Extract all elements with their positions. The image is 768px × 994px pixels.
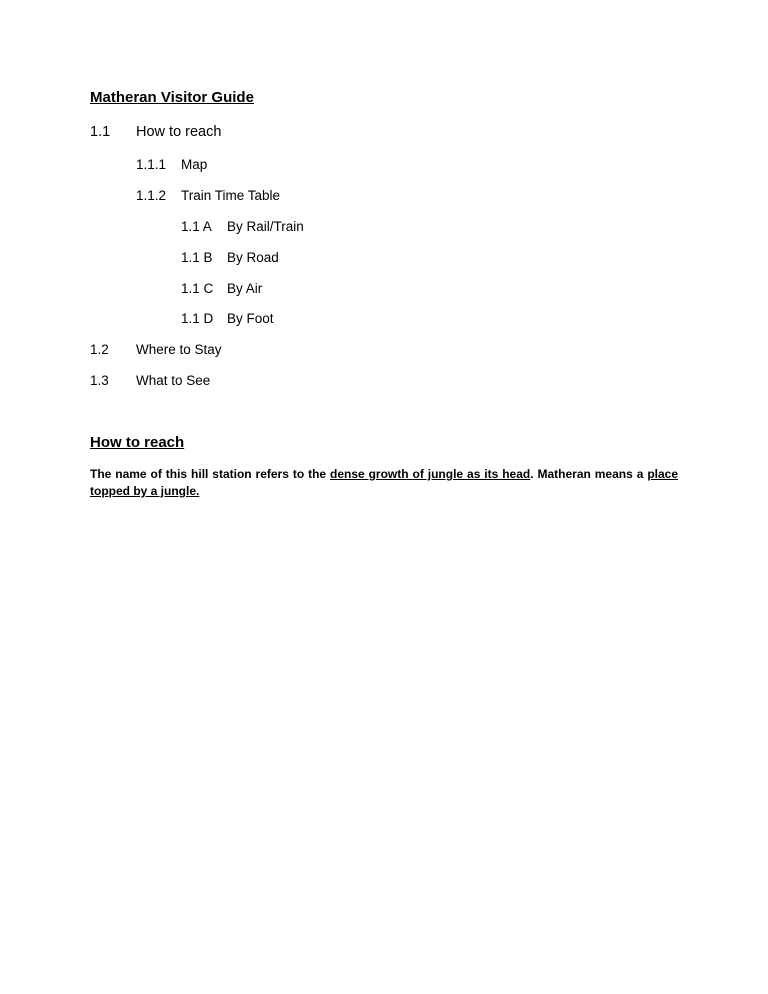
toc-label: By Foot bbox=[227, 311, 274, 326]
toc-label: By Air bbox=[227, 281, 263, 296]
toc-number: 1.1 B bbox=[181, 250, 213, 265]
paragraph-text: The name of this hill station refers to the bbox=[90, 467, 330, 481]
paragraph-underlined-text: dense growth of jungle as its head bbox=[330, 467, 531, 481]
toc-number: 1.1.1 bbox=[136, 157, 167, 172]
toc-number: 1.2 bbox=[90, 342, 109, 357]
paragraph-text: . Matheran means a bbox=[530, 467, 648, 481]
paragraph-underlined-text: place topped by a jungle. bbox=[90, 467, 678, 498]
toc-number: 1.1 C bbox=[181, 281, 214, 296]
toc-label: By Road bbox=[227, 250, 279, 265]
toc-label: Where to Stay bbox=[136, 342, 222, 357]
toc-label: How to reach bbox=[136, 124, 222, 140]
toc-number: 1.3 bbox=[90, 373, 109, 388]
toc-number: 1.1 D bbox=[181, 311, 214, 326]
toc-number: 1.1 A bbox=[181, 219, 212, 234]
toc-label: By Rail/Train bbox=[227, 219, 304, 234]
document-title: Matheran Visitor Guide bbox=[90, 89, 254, 106]
toc-number: 1.1 bbox=[90, 124, 111, 140]
section-heading: How to reach bbox=[90, 434, 185, 451]
section-paragraph bbox=[90, 466, 678, 500]
toc-number: 1.1.2 bbox=[136, 188, 167, 203]
toc-label: Map bbox=[181, 157, 208, 172]
toc-label: Train Time Table bbox=[181, 188, 281, 203]
toc-label: What to See bbox=[136, 373, 211, 388]
